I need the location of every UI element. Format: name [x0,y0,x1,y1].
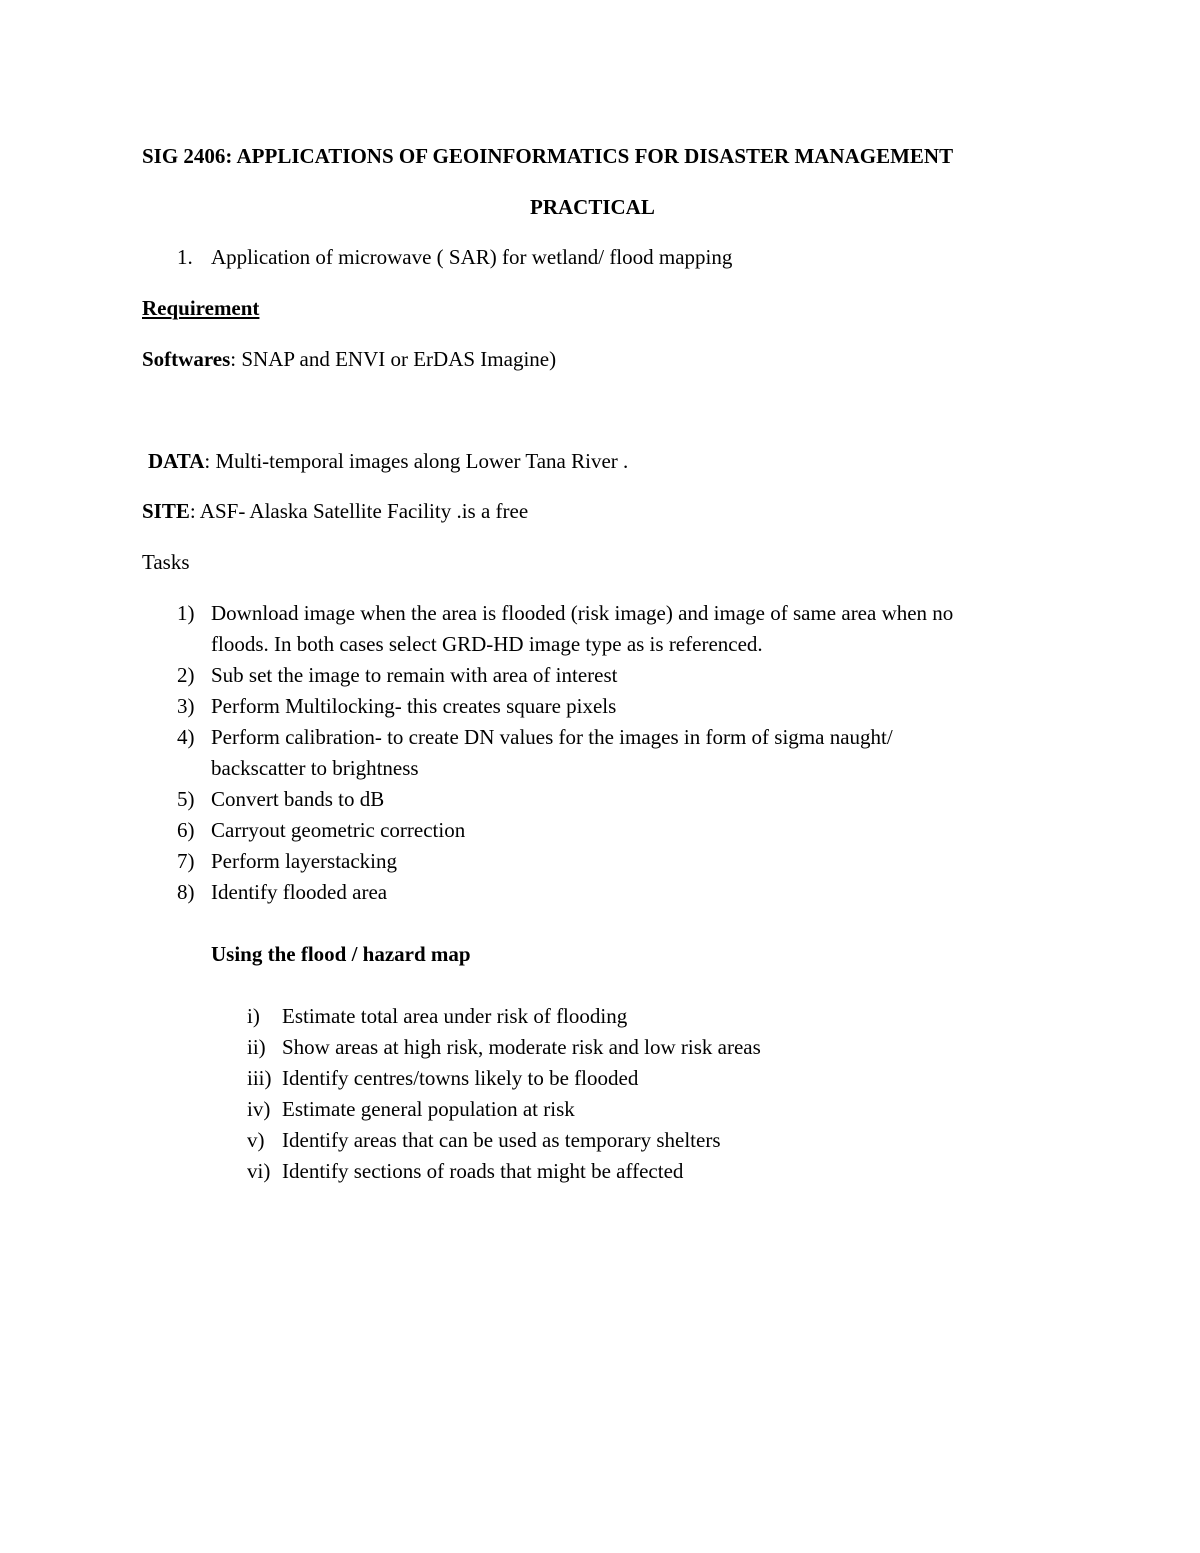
site-line [142,501,528,522]
hazard-heading: Using the flood / hazard map [211,942,471,966]
task-text: Perform layerstacking [211,849,398,873]
hazard-item-text: Identify centres/towns likely to be flooded [282,1066,639,1090]
task-text-continued: floods. In both cases select GRD-HD image type as is referenced. [211,632,763,656]
hazard-item-number: ii) [247,1035,266,1059]
hazard-item-text: Identify areas that can be used as temporary shelters [282,1128,721,1152]
data-value: : Multi-temporal images along Lower Tana River . [204,449,629,473]
task-number: 3) [177,694,195,718]
practical-heading: PRACTICAL [530,195,655,219]
task-number: 6) [177,818,195,842]
hazard-item-number: iii) [247,1066,272,1090]
task-number: 1) [177,601,195,625]
task-number: 8) [177,880,195,904]
data-label: DATA [148,449,205,473]
task-number: 2) [177,663,195,687]
hazard-item-text: Show areas at high risk, moderate risk and low risk areas [282,1035,761,1059]
softwares-value: : SNAP and ENVI or ErDAS Imagine) [230,347,557,371]
data-line [148,451,628,472]
hazard-item-number: vi) [247,1159,271,1183]
hazard-item-number: iv) [247,1097,271,1121]
hazard-item-text: Estimate general population at risk [282,1097,575,1121]
task-text: Carryout geometric correction [211,818,466,842]
task-text-continued: backscatter to brightness [211,756,419,780]
requirement-heading: Requirement [142,296,260,320]
task-number: 7) [177,849,195,873]
site-label: SITE [142,499,190,523]
course-title: SIG 2406: APPLICATIONS OF GEOINFORMATICS FOR DISASTER MANAGEMENT [142,144,954,168]
task-text: Perform Multilocking- this creates square pixels [211,694,617,718]
task-text: Download image when the area is flooded (risk image) and image of same area when no [211,601,954,625]
softwares-label: Softwares [142,347,231,371]
item1-number: 1. [177,245,193,269]
softwares-line [142,349,556,370]
hazard-item-number: i) [247,1004,260,1028]
task-text: Perform calibration- to create DN values for the images in form of sigma naught/ [211,725,893,749]
tasks-heading: Tasks [142,550,190,574]
hazard-item-text: Estimate total area under risk of flooding [282,1004,628,1028]
item1-text: Application of microwave ( SAR) for wetland/ flood mapping [211,245,733,269]
task-text: Convert bands to dB [211,787,385,811]
site-value: : ASF- Alaska Satellite Facility .is a free [189,499,529,523]
task-number: 5) [177,787,195,811]
task-text: Sub set the image to remain with area of interest [211,663,618,687]
task-text: Identify flooded area [211,880,388,904]
hazard-item-number: v) [247,1128,265,1152]
task-number: 4) [177,725,195,749]
hazard-item-text: Identify sections of roads that might be affected [282,1159,684,1183]
